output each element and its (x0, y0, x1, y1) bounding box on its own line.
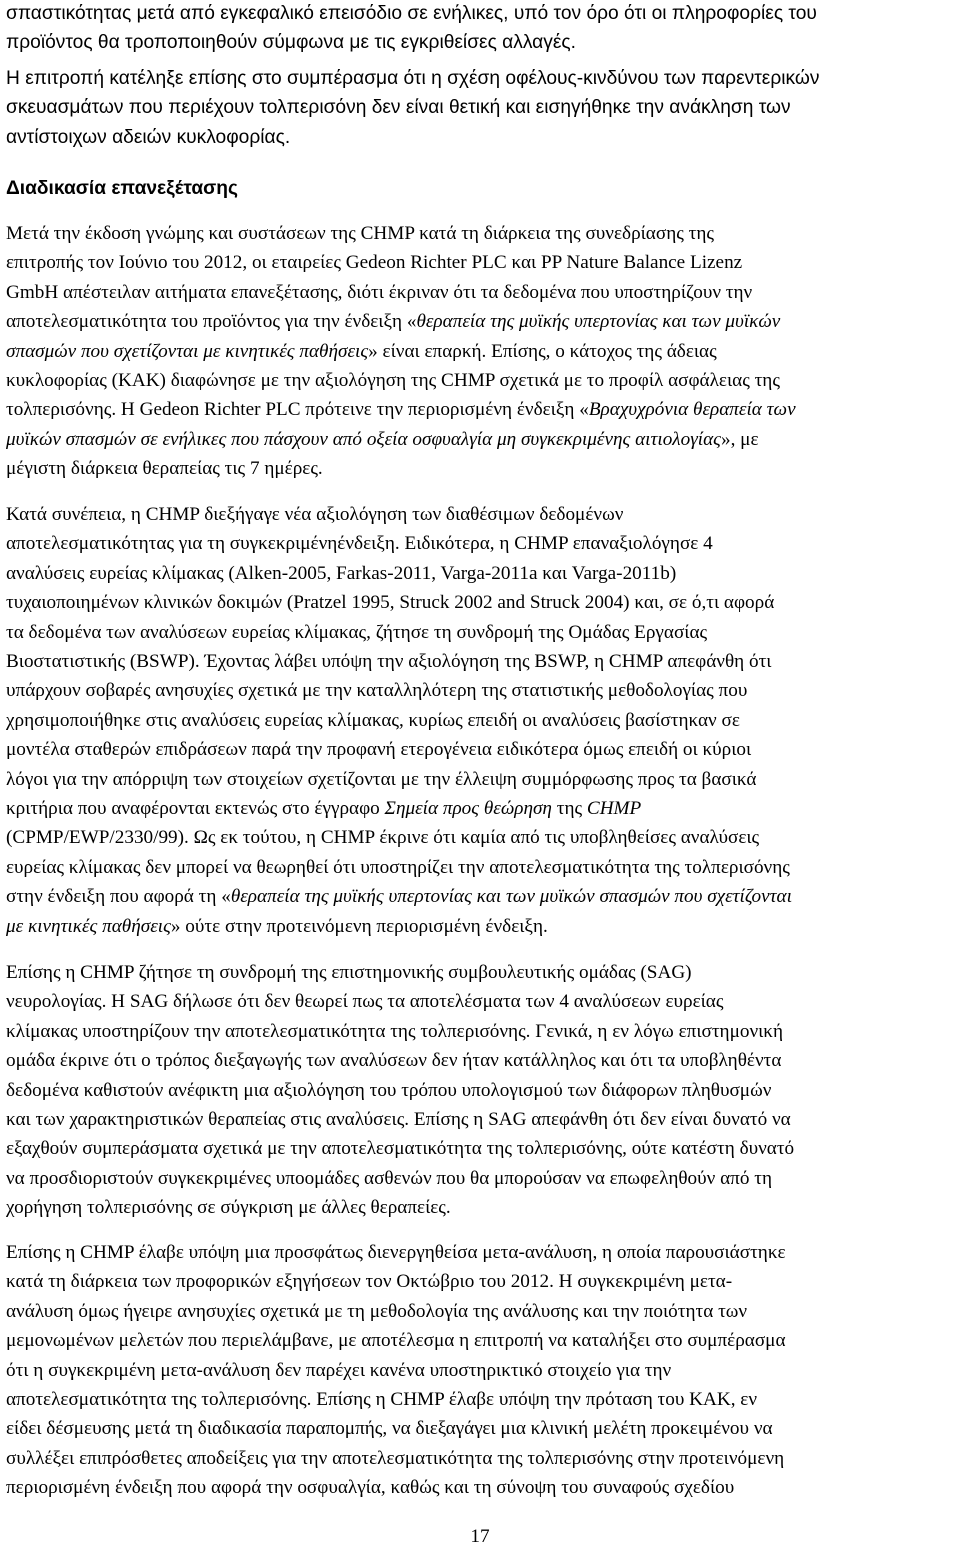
text-run: της (551, 798, 587, 820)
text-line: τυχαιοποιημένων κλινικών δοκιμών (Pratzel 1995, Struck 2002 and Struck 2004) και, σε ό,τι αφορά (6, 592, 775, 614)
heading-text: Διαδικασία επανεξέτασης (6, 178, 239, 199)
text-run: στην ένδειξη που αφορά τη « (6, 886, 231, 908)
text-line: υπάρχουν σοβαρές ανησυχίες σχετικά με την καταλληλότερη της στατιστικής μεθοδολογίας που (6, 680, 748, 702)
italic-run: CHMP (586, 798, 642, 820)
paragraph-meta-analysis (6, 1238, 954, 1503)
text-line: επιτροπής τον Ιούνιο του 2012, οι εταιρείες Gedeon Richter PLC και PP Nature Balance Lizenz (6, 252, 743, 274)
text-line: νευρολογίας. Η SAG δήλωσε ότι δεν θεωρεί πως τα αποτελέσματα των 4 αναλύσεων ευρείας (6, 991, 724, 1013)
text-line: και των χαρακτηριστικών θεραπείας στις αναλύσεις. Επίσης η SAG απεφάνθη ότι δεν είναι δυνατό να (6, 1109, 791, 1131)
italic-run: Βραχυχρόνια θεραπεία των (588, 399, 796, 421)
text-run: » ούτε στην προτεινόμενη περιορισμένη ένδειξη. (170, 915, 548, 937)
text-line: δεδομένα καθιστούν ανέφικτη μια αξιολόγηση του τρόπου υπολογισμού των διάφορων πληθυσμών (6, 1079, 772, 1101)
text-line: να προσδιοριστούν συγκεκριμένες υποομάδες ασθενών που θα μπορούσαν να επωφεληθούν από τη (6, 1167, 772, 1189)
text-line: αναλύσεις ευρείας κλίμακας (Alken-2005, Farkas-2011, Varga-2011a και Varga-2011b) (6, 562, 677, 584)
text-line: Βιοστατιστικής (BSWP). Έχοντας λάβει υπόψη την αξιολόγηση της BSWP, η CHMP απεφάνθη ότι (6, 651, 772, 673)
italic-run: με κινητικές παθήσεις (6, 915, 171, 937)
text-line: Επίσης η CHMP έλαβε υπόψη μια προσφάτως διενεργηθείσα μετα-ανάλυση, η οποία παρουσιάστηκε (6, 1242, 786, 1263)
text-line: σκευασμάτων που περιέχουν τολπερισόνη δεν είναι θετική και εισηγήθηκε την ανάκληση των (6, 97, 791, 119)
text-line: ομάδα έκρινε ότι ο τρόπος διεξαγωγής των αναλύσεων δεν ήταν κατάλληλος και ότι τα υποβληθέντα (6, 1050, 782, 1072)
text-line (6, 882, 954, 911)
text-run: » είναι επαρκή. Επίσης, ο κάτοχος της άδειας (368, 340, 717, 362)
italic-run: θεραπεία της μυϊκής υπερτονίας και των μυϊκών σπασμών που σχετίζονται (230, 886, 792, 908)
text-line: GmbH απέστειλαν αιτήματα επανεξέτασης, διότι έκριναν ότι τα δεδομένα που υποστηρίζουν την (6, 281, 753, 303)
paragraph-reexamination (6, 219, 954, 484)
text-line: αποτελεσματικότητας για τη συγκεκριμένηένδειξη. Ειδικότερα, η CHMP επαναξιολόγησε 4 (6, 533, 713, 555)
text-line: Η επιτροπή κατέληξε επίσης στο συμπέρασμα ότι η σχέση οφέλους-κινδύνου των παρεντερικών (6, 68, 820, 89)
text-line: είδει δέσμευσης μετά τη διαδικασία παραπομπής, να διεξαγάγει μια κλινική μελέτη προκειμένου να (6, 1418, 773, 1440)
text-line: Επίσης η CHMP ζήτησε τη συνδρομή της επιστημονικής συμβουλευτικής ομάδας (SAG) (6, 962, 692, 983)
text-line: (CPMP/EWP/2330/99). Ως εκ τούτου, η CHMP έκρινε ότι καμία από τις υποβληθείσες αναλύσεις (6, 827, 760, 849)
text-line (6, 307, 954, 336)
text-line: μεμονωμένων μελετών που περιελάμβανε, με αποτέλεσμα η επιτροπή να καταλήξει στο συμπέρασμα (6, 1330, 786, 1352)
text-line: περιορισμένη ένδειξη που αφορά την οσφυαλγία, καθώς και τη σύνοψη του συναφούς σχεδίου (6, 1477, 735, 1499)
text-line: τα δεδομένα των αναλύσεων ευρείας κλίμακας, ζήτησε τη συνδρομή της Ομάδας Εργασίας (6, 621, 708, 643)
text-line: λόγοι για την απόρριψη των στοιχείων σχετίζονται με την έλλειψη συμμόρφωσης προς τα βασικά (6, 768, 757, 790)
text-line: μέγιστη διάρκεια θεραπείας τις 7 ημέρες. (6, 458, 323, 480)
text-line: ευρείας κλίμακας δεν μπορεί να θεωρηθεί ότι υποστηρίζει την αποτελεσματικότητα της τολπερισόνης (6, 856, 790, 878)
italic-run: θεραπεία της μυϊκής υπερτονίας και των μυϊκών (416, 311, 781, 333)
text-line: κλίμακας υποστηρίζουν την αποτελεσματικότητα της τολπερισόνης. Γενικά, η εν λόγω επιστημονική (6, 1020, 783, 1042)
text-line: κυκλοφορίας (ΚΑΚ) διαφώνησε με την αξιολόγηση της CHMP σχετικά με το προφίλ ασφάλειας της (6, 370, 780, 392)
italic-run: Σημεία προς θεώρηση (384, 798, 552, 820)
page-number: 17 (470, 1526, 490, 1547)
text-line: συλλέξει επιπρόσθετες αποδείξεις για την αποτελεσματικότητα της τολπερισόνης στην προτεινόμενη (6, 1447, 785, 1469)
text-line (6, 912, 954, 941)
italic-run: σπασμών που σχετίζονται με κινητικές παθήσεις (6, 340, 369, 362)
text-run: κριτήρια που αναφέρονται εκτενώς στο έγγραφο (6, 798, 385, 820)
paragraph-conclusion (6, 64, 954, 152)
text-line: κατά τη διάρκεια των προφορικών εξηγήσεων τον Οκτώβριο του 2012. Η συγκεκριμένη μετα- (6, 1271, 733, 1293)
text-line: αντίστοιχων αδειών κυκλοφορίας. (6, 126, 291, 148)
text-line: ανάλυση όμως ήγειρε ανησυχίες σχετικά με τη μεθοδολογία της ανάλυσης και την ποιότητα των (6, 1300, 748, 1322)
text-line: μοντέλα σταθερών επιδράσεων παρά την προφανή ετερογένεια ειδικότερα όμως επειδή οι κύριοι (6, 739, 752, 761)
text-line: Μετά την έκδοση γνώμης και συστάσεων της CHMP κατά τη διάρκεια της συνεδρίασης της (6, 223, 714, 244)
text-line (6, 425, 954, 454)
text-line (6, 794, 954, 823)
text-line: εξαχθούν συμπεράσματα σχετικά με την αποτελεσματικότητα της τολπερισόνης, ούτε κατέστη δυνατό (6, 1138, 795, 1160)
text-line: αποτελεσματικότητα της τολπερισόνης. Επίσης η CHMP έλαβε υπόψη την πρόταση του ΚΑΚ, εν (6, 1389, 758, 1411)
text-line: χορήγηση τολπερισόνης σε σύγκριση με άλλες θεραπείες. (6, 1197, 451, 1219)
italic-run: μυϊκών σπασμών σε ενήλικες που πάσχουν από οξεία οσφυαλγία μη συγκεκριμένης αιτιολογίας (6, 428, 721, 450)
section-heading (6, 174, 954, 203)
text-run: », με (720, 428, 759, 450)
text-line: σπαστικότητας μετά από εγκεφαλικό επεισόδιο σε ενήλικες, υπό τον όρο ότι οι πληροφορίες του (6, 3, 817, 24)
text-run: τολπερισόνης. Η Gedeon Richter PLC πρότεινε την περιορισμένη ένδειξη « (6, 399, 589, 421)
text-line: ότι η συγκεκριμένη μετα-ανάλυση δεν παρέχει κανένα υποστηρικτικό στοιχείο για την (6, 1359, 672, 1381)
text-run: αποτελεσματικότητα του προϊόντος για την ένδειξη « (6, 311, 417, 333)
text-line (6, 395, 954, 424)
text-line (6, 337, 954, 366)
text-line: χρησιμοποιήθηκε στις αναλύσεις ευρείας κλίμακας, κυρίως επειδή οι αναλύσεις βασίστηκαν σε (6, 709, 740, 731)
paragraph-sag (6, 958, 954, 1223)
text-line: προϊόντος θα τροποποιηθούν σύμφωνα με τις εγκριθείσες αλλαγές. (6, 32, 576, 54)
text-line: Κατά συνέπεια, η CHMP διεξήγαγε νέα αξιολόγηση των διαθέσιμων δεδομένων (6, 504, 624, 525)
paragraph-chmp-assessment (6, 500, 954, 941)
paragraph-intro (6, 0, 954, 58)
